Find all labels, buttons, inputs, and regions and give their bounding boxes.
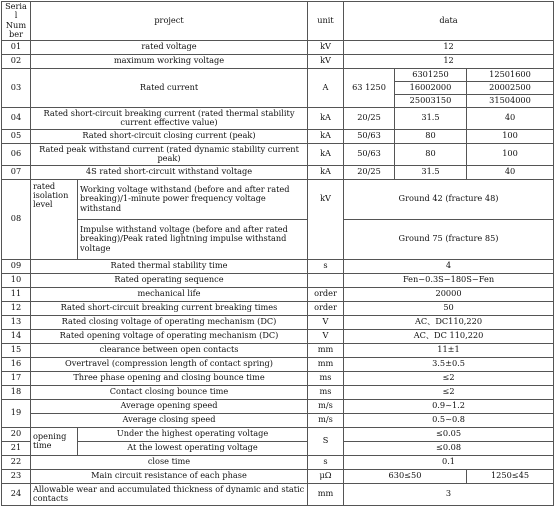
serial-cell: 20: [2, 427, 31, 441]
data-cell: AC、DC 110,220: [344, 329, 554, 343]
data-cell-c: 31504000: [467, 94, 554, 107]
serial-cell: 05: [2, 129, 31, 143]
unit-cell: [308, 273, 344, 287]
data-cell: 20000: [344, 287, 554, 301]
data-cell-b: 31.5: [395, 165, 467, 179]
serial-cell: 22: [2, 455, 31, 469]
serial-cell: 19: [2, 399, 31, 427]
data-cell-b: 80: [395, 129, 467, 143]
group-cell: rated isolation level: [31, 179, 78, 259]
data-cell: 50: [344, 301, 554, 315]
project-cell: Rated peak withstand current (rated dynamic stability current peak): [31, 143, 308, 165]
unit-cell: S: [308, 427, 344, 455]
data-cell-c: 1250≤45: [467, 469, 554, 483]
table-row: [2, 427, 554, 441]
project-cell: Rated opening voltage of operating mechanism (DC): [31, 329, 308, 343]
data-cell-a: 20/25: [344, 165, 395, 179]
data-cell: 0.5~0.8: [344, 413, 554, 427]
project-cell: mechanical life: [31, 287, 308, 301]
project-cell: 4S rated short-circuit withstand voltage: [31, 165, 308, 179]
data-cell-c: 12501600: [467, 68, 554, 81]
serial-cell: 02: [2, 54, 31, 68]
serial-cell: 04: [2, 107, 31, 129]
table-row: [2, 441, 554, 455]
unit-cell: kV: [308, 40, 344, 54]
data-cell-a: 630≤50: [344, 469, 467, 483]
table-row: [2, 357, 554, 371]
serial-cell: 14: [2, 329, 31, 343]
data-cell: ≤2: [344, 385, 554, 399]
project-cell: Average opening speed: [31, 399, 308, 413]
table-row: [2, 315, 554, 329]
data-cell: 12: [344, 54, 554, 68]
header-serial: Serial Number: [2, 2, 31, 41]
unit-cell: mm: [308, 343, 344, 357]
table-row: [2, 40, 554, 54]
table-row: [2, 129, 554, 143]
data-cell-b: 31.5: [395, 107, 467, 129]
data-cell-b: 6301250: [395, 68, 467, 81]
project-cell: Overtravel (compression length of contact spring): [31, 357, 308, 371]
serial-cell: 01: [2, 40, 31, 54]
serial-cell: 08: [2, 179, 31, 259]
header-project: project: [31, 2, 308, 41]
table-row: [2, 273, 554, 287]
table-row: [2, 165, 554, 179]
project-cell: Contact closing bounce time: [31, 385, 308, 399]
serial-cell: 06: [2, 143, 31, 165]
unit-cell: s: [308, 259, 344, 273]
header-data: data: [344, 2, 554, 41]
project-cell: Impulse withstand voltage (before and after rated breaking)/Peak rated lightning impulse withstand voltage: [78, 219, 308, 259]
serial-cell: 16: [2, 357, 31, 371]
header-row: [2, 2, 554, 41]
project-cell: Working voltage withstand (before and after rated breaking)/1-minute power frequency voltage withstand: [78, 179, 308, 219]
project-cell: rated voltage: [31, 40, 308, 54]
data-cell-b: 16002000: [395, 81, 467, 94]
data-cell-c: 100: [467, 143, 554, 165]
serial-cell: 10: [2, 273, 31, 287]
serial-cell: 24: [2, 483, 31, 505]
table-row: [2, 469, 554, 483]
unit-cell: kA: [308, 129, 344, 143]
data-cell: 3.5±0.5: [344, 357, 554, 371]
unit-cell: mm: [308, 357, 344, 371]
serial-cell: 07: [2, 165, 31, 179]
data-cell: 11±1: [344, 343, 554, 357]
unit-cell: ms: [308, 385, 344, 399]
table-row: [2, 68, 554, 81]
unit-cell: V: [308, 329, 344, 343]
unit-cell: mm: [308, 483, 344, 505]
data-cell: 3: [344, 483, 554, 505]
unit-cell: kA: [308, 143, 344, 165]
table-row: [2, 107, 554, 129]
serial-cell: 23: [2, 469, 31, 483]
serial-cell: 21: [2, 441, 31, 455]
project-cell: Rated closing voltage of operating mechanism (DC): [31, 315, 308, 329]
unit-cell: kV: [308, 179, 344, 259]
table-row: [2, 179, 554, 219]
project-cell: Rated thermal stability time: [31, 259, 308, 273]
project-cell: maximum working voltage: [31, 54, 308, 68]
spec-table: [1, 1, 554, 506]
unit-cell: kA: [308, 165, 344, 179]
unit-cell: μΩ: [308, 469, 344, 483]
serial-cell: 12: [2, 301, 31, 315]
unit-cell: ms: [308, 371, 344, 385]
table-row: [2, 287, 554, 301]
serial-cell: 13: [2, 315, 31, 329]
data-cell: ≤0.05: [344, 427, 554, 441]
table-row: [2, 329, 554, 343]
project-cell: Rated short-circuit breaking current (rated thermal stability current effective value): [31, 107, 308, 129]
table-row: [2, 343, 554, 357]
unit-cell: order: [308, 287, 344, 301]
data-cell: 12: [344, 40, 554, 54]
project-cell: Under the highest operating voltage: [78, 427, 308, 441]
table-row: [2, 399, 554, 413]
unit-cell: m/s: [308, 413, 344, 427]
data-cell-c: 40: [467, 107, 554, 129]
unit-cell: V: [308, 315, 344, 329]
data-cell-a: 63 1250: [344, 68, 395, 107]
serial-cell: 15: [2, 343, 31, 357]
unit-cell: A: [308, 68, 344, 107]
table-row: [2, 143, 554, 165]
serial-cell: 11: [2, 287, 31, 301]
data-cell: 4: [344, 259, 554, 273]
data-cell: ≤2: [344, 371, 554, 385]
unit-cell: kA: [308, 107, 344, 129]
serial-cell: 09: [2, 259, 31, 273]
project-cell: Rated current: [31, 68, 308, 107]
table-row: [2, 219, 554, 259]
project-cell: Main circuit resistance of each phase: [31, 469, 308, 483]
data-cell: AC、DC110,220: [344, 315, 554, 329]
table-row: [2, 413, 554, 427]
table-row: [2, 455, 554, 469]
data-cell: Fen−0.3S−180S−Fen: [344, 273, 554, 287]
data-cell-a: 50/63: [344, 129, 395, 143]
unit-cell: m/s: [308, 399, 344, 413]
table-row: [2, 385, 554, 399]
serial-cell: 03: [2, 68, 31, 107]
serial-cell: 18: [2, 385, 31, 399]
data-cell: 0.1: [344, 455, 554, 469]
data-cell: Ground 42 (fracture 48): [344, 179, 554, 219]
project-cell: Three phase opening and closing bounce time: [31, 371, 308, 385]
data-cell: ≤0.08: [344, 441, 554, 455]
data-cell: Ground 75 (fracture 85): [344, 219, 554, 259]
unit-cell: order: [308, 301, 344, 315]
group-cell: opening time: [31, 427, 78, 455]
data-cell-c: 100: [467, 129, 554, 143]
data-cell-b: 80: [395, 143, 467, 165]
header-unit: unit: [308, 2, 344, 41]
table-row: [2, 301, 554, 315]
project-cell: clearance between open contacts: [31, 343, 308, 357]
project-cell: close time: [31, 455, 308, 469]
table-row: [2, 54, 554, 68]
project-cell: At the lowest operating voltage: [78, 441, 308, 455]
data-cell-c: 40: [467, 165, 554, 179]
project-cell: Allowable wear and accumulated thickness of dynamic and static contacts: [31, 483, 308, 505]
unit-cell: s: [308, 455, 344, 469]
project-cell: Rated short-circuit breaking current breaking times: [31, 301, 308, 315]
table-row: [2, 371, 554, 385]
data-cell-c: 20002500: [467, 81, 554, 94]
project-cell: Rated short-circuit closing current (peak): [31, 129, 308, 143]
unit-cell: kV: [308, 54, 344, 68]
project-cell: Average closing speed: [31, 413, 308, 427]
serial-cell: 17: [2, 371, 31, 385]
data-cell-a: 50/63: [344, 143, 395, 165]
project-cell: Rated operating sequence: [31, 273, 308, 287]
table-row: [2, 259, 554, 273]
data-cell: 0.9~1.2: [344, 399, 554, 413]
data-cell-a: 20/25: [344, 107, 395, 129]
data-cell-b: 25003150: [395, 94, 467, 107]
